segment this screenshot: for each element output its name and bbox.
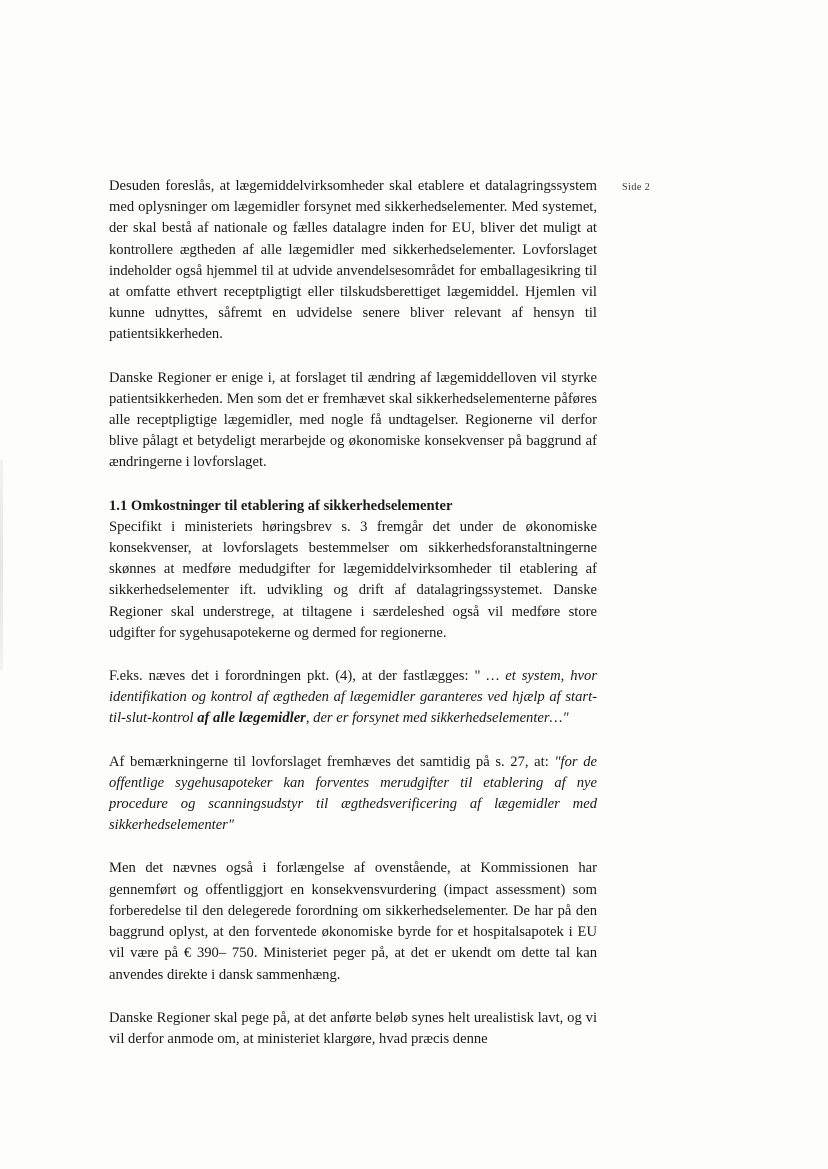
paragraph-forordning-quote: [109, 666, 597, 730]
section-heading: 1.1 Omkostninger til etablering af sikkerhedselementer: [109, 497, 453, 514]
paragraph-beloeb: Danske Regioner skal pege på, at det anførte beløb synes helt urealistisk lavt, og vi vil derfor anmode om, at ministeriet klargøre, hvad præcis denne: [109, 1009, 597, 1047]
paragraph-patientsikkerhed: Danske Regioner er enige i, at forslaget til ændring af lægemiddelloven vil styrke patientsikkerheden. Men som det er fremhævet skal sikkerhedselementerne påføres alle receptpligtige lægemidler, med nogle få undtagelser. Regionerne vil derfor blive pålagt et betydeligt merarbejde og økonomiske konsekvenser på baggrund af ændringerne i lovforslaget.: [109, 369, 597, 471]
bemaerkninger-intro: Af bemærkningerne til lovforslaget fremhæves det samtidig på s. 27, at:: [109, 753, 555, 770]
quote-close: ": [562, 710, 569, 727]
quote-text-b: , der er forsynet med sikkerhedselementer…: [305, 710, 563, 727]
paragraph-datalagring: Desuden foreslås, at lægemiddelvirksomheder skal etablere et datalagringssystem med oplysninger om lægemidler forsynet med sikkerhedselementer. Med systemet, der skal bestå af nationale og fælles datalagre inden for EU, bliver det muligt at kontrollere ægtheden af alle lægemidler med sikkerhedselementer. Lovforslaget indeholder også hjemmel til at udvide anvendelsesområdet for emballagesikring til at omfatte ethvert receptpligtigt eller tilskudsberettiget lægemiddel. Hjemlen vil kunne udnyttes, såfremt en udvidelse senere bliver relevant af hensyn til patientsikkerheden.: [109, 178, 597, 343]
paragraph-konsekvensvurdering: Men det nævnes også i forlængelse af ovenstående, at Kommissionen har gennemført og offentliggjort en konsekvensvurdering (impact assessment) som forberedelse til den delegerede forordning om sikkerhedselementer. De har på den baggrund oplyst, at den forventede økonomiske byrde for et hospitalsapotek i EU vil være på € 390– 750. Ministeriet peger på, at det er ukendt om dette tal kan anvendes direkte i dansk sammenhæng.: [109, 860, 597, 983]
quote-emphasis: af alle lægemidler: [197, 710, 306, 727]
paragraph-bemaerkninger: [109, 752, 597, 837]
quote-text-a: … et system, hvor identifikation og kontrol af ægtheden af lægemidler garanteres ved hjælp af start-til-slut-kontrol: [109, 668, 597, 727]
document-body: [109, 176, 597, 1050]
bemaerkninger-quote: "for de offentlige sygehusapoteker kan forventes merudgifter til etablering af nye procedure og scanningsudstyr til ægthedsverificering af lægemidler med sikkerhedselementer": [109, 753, 597, 834]
scan-edge-shadow: [0, 460, 3, 670]
quote-intro: F.eks. næves det i forordningen pkt. (4), at der fastlægges: ": [109, 668, 487, 685]
page-number: Side 2: [622, 182, 651, 193]
paragraph-omkostninger: Specifikt i ministeriets høringsbrev s. 3 fremgår det under de økonomiske konsekvenser, at lovforslagets bestemmelser om sikkerhedsforanstaltningerne skønnes at medføre medudgifter for lægemiddelvirksomheder til etablering af sikkerhedselementer ift. udvikling og drift af datalagringssystemet. Danske Regioner skal understrege, at tiltagene i særdeleshed også vil medføre store udgifter for sygehusapotekerne og dermed for regionerne.: [109, 518, 597, 641]
